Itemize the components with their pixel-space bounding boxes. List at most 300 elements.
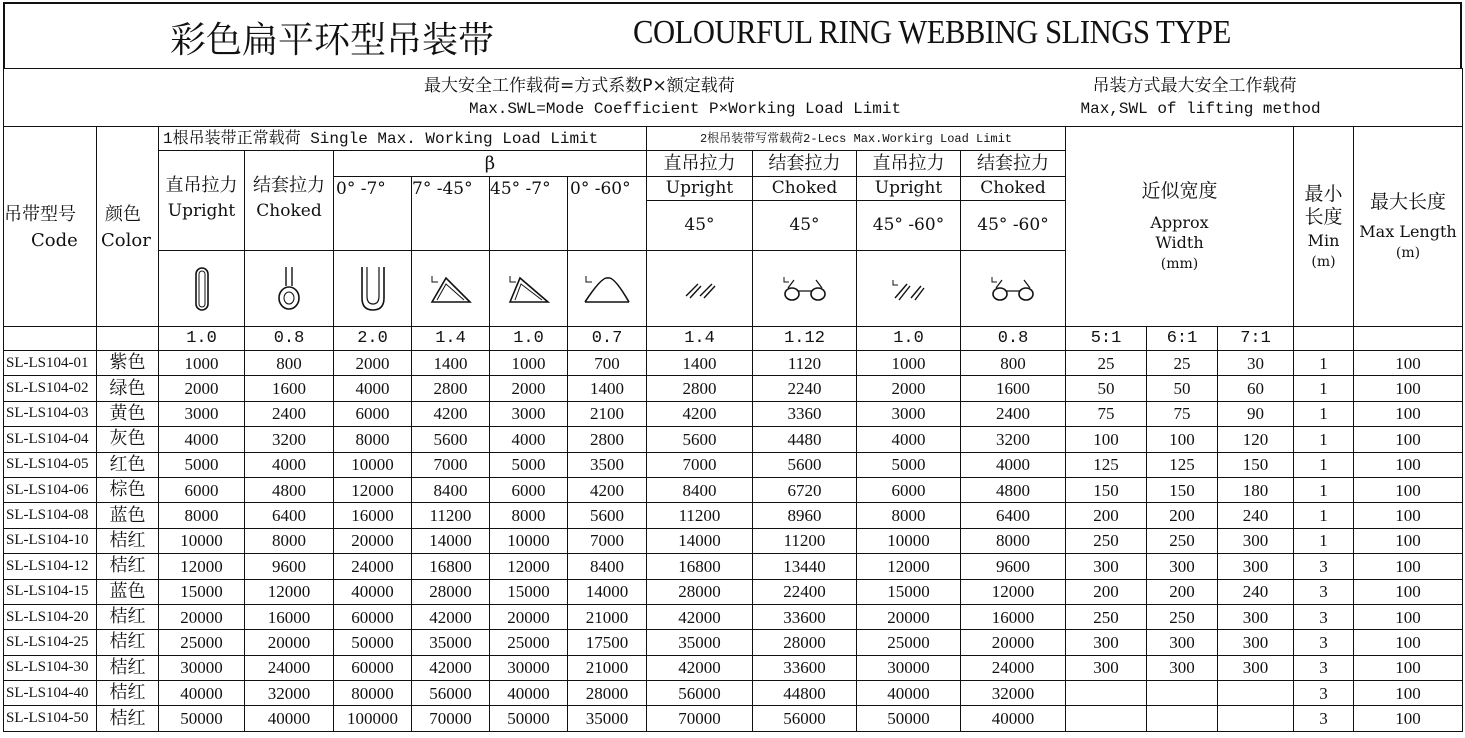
code-cell: SL-LS104-30 (4, 655, 97, 680)
value-cell: 5000 (857, 452, 961, 477)
value-cell: 70000 (412, 706, 490, 731)
table-row (4, 477, 1463, 502)
value-cell: 32000 (245, 681, 334, 706)
value-cell: 240 (1218, 503, 1294, 528)
choked-header-en: Choked (256, 201, 322, 221)
value-cell: 4200 (568, 477, 647, 502)
value-cell: 35000 (568, 706, 647, 731)
coefficient-cell: 1.4 (412, 327, 490, 351)
value-cell: 4800 (245, 477, 334, 502)
value-cell: 3500 (568, 452, 647, 477)
choked-header (245, 151, 334, 251)
table-row (4, 706, 1463, 731)
value-cell: 20000 (857, 604, 961, 629)
code-cell: SL-LS104-05 (4, 452, 97, 477)
table-row (4, 351, 1463, 376)
value-cell: 3200 (961, 427, 1066, 452)
two-leg-choked-icon (780, 274, 830, 304)
value-cell: 100 (1354, 477, 1463, 502)
value-cell: 180 (1218, 477, 1294, 502)
value-cell: 1600 (961, 376, 1066, 401)
sling-spec-table (3, 68, 1463, 732)
value-cell: 300 (1066, 630, 1147, 655)
value-cell: 20000 (490, 604, 568, 629)
angled-basket-icon (428, 272, 474, 306)
value-cell: 300 (1218, 655, 1294, 680)
two-leg-upright-icon (682, 278, 718, 300)
beta-header: β (334, 151, 647, 177)
value-cell: 10000 (159, 528, 245, 553)
table-row (4, 503, 1463, 528)
value-cell: 42000 (647, 604, 753, 629)
value-cell: 60 (1218, 376, 1294, 401)
blank-cell (1294, 327, 1354, 351)
ratio-cell: 6:1 (1147, 327, 1218, 351)
value-cell: 3 (1294, 706, 1354, 731)
color-cell: 红色 (97, 452, 159, 477)
value-cell: 1 (1294, 376, 1354, 401)
choked-sling-icon (274, 264, 304, 314)
value-cell: 700 (568, 351, 647, 376)
max-header-cn: 最大长度 (1369, 191, 1446, 213)
two-choked-header-cn: 结套拉力 (753, 151, 857, 177)
blank-cell (4, 327, 97, 351)
icon-cell (753, 251, 857, 327)
table-row (4, 401, 1463, 426)
value-cell: 80000 (334, 681, 412, 706)
color-cell: 蓝色 (97, 503, 159, 528)
upright-header-cn: 直吊拉力 (165, 175, 238, 196)
code-cell: SL-LS104-15 (4, 579, 97, 604)
value-cell: 4800 (961, 477, 1066, 502)
coefficient-cell: 1.4 (647, 327, 753, 351)
color-cell: 黄色 (97, 401, 159, 426)
two-upright-header-en: Upright (647, 177, 753, 201)
code-cell: SL-LS104-03 (4, 401, 97, 426)
value-cell: 3 (1294, 630, 1354, 655)
value-cell: 44800 (753, 681, 857, 706)
value-cell: 6000 (490, 477, 568, 502)
value-cell: 22400 (753, 579, 857, 604)
value-cell: 125 (1147, 452, 1218, 477)
value-cell: 2000 (334, 351, 412, 376)
value-cell: 5600 (412, 427, 490, 452)
upright-header-en: Upright (167, 201, 236, 221)
table-row (4, 630, 1463, 655)
value-cell: 25000 (159, 630, 245, 655)
value-cell: 150 (1218, 452, 1294, 477)
value-cell: 16000 (245, 604, 334, 629)
code-cell: SL-LS104-08 (4, 503, 97, 528)
value-cell: 1 (1294, 401, 1354, 426)
value-cell: 40000 (159, 681, 245, 706)
color-header-en: Color (101, 230, 151, 251)
value-cell: 250 (1066, 528, 1147, 553)
coefficient-cell: 0.8 (245, 327, 334, 351)
value-cell: 9600 (245, 554, 334, 579)
width-header-en2: Width (1155, 233, 1204, 252)
value-cell: 2000 (159, 376, 245, 401)
method-en: Max,SWL of lifting method (1080, 100, 1321, 118)
value-cell: 300 (1218, 528, 1294, 553)
value-cell: 300 (1066, 554, 1147, 579)
value-cell: 2800 (647, 376, 753, 401)
value-cell: 300 (1147, 630, 1218, 655)
width-header (1066, 127, 1294, 327)
color-header-cn: 颜色 (105, 204, 141, 225)
value-cell: 2400 (245, 401, 334, 426)
value-cell: 9600 (961, 554, 1066, 579)
value-cell: 12000 (490, 554, 568, 579)
value-cell: 1 (1294, 427, 1354, 452)
color-cell: 棕色 (97, 477, 159, 502)
value-cell: 30 (1218, 351, 1294, 376)
value-cell: 12000 (159, 554, 245, 579)
two-upright-header-cn: 直吊拉力 (647, 151, 753, 177)
two-leg-choked-icon (988, 274, 1038, 304)
value-cell: 7000 (412, 452, 490, 477)
two-angle-header-1: 45° (647, 201, 753, 251)
color-cell: 桔红 (97, 554, 159, 579)
value-cell: 100 (1354, 528, 1463, 553)
value-cell: 20000 (245, 630, 334, 655)
value-cell: 4200 (412, 401, 490, 426)
code-header-cn: 吊带型号 (4, 204, 76, 225)
width-header-unit: (mm) (1160, 256, 1199, 272)
value-cell: 50000 (159, 706, 245, 731)
value-cell: 2400 (961, 401, 1066, 426)
value-cell: 3000 (159, 401, 245, 426)
value-cell: 150 (1066, 477, 1147, 502)
value-cell: 100 (1354, 579, 1463, 604)
value-cell: 16000 (961, 604, 1066, 629)
value-cell: 100 (1354, 655, 1463, 680)
value-cell: 20000 (961, 630, 1066, 655)
value-cell: 3 (1294, 681, 1354, 706)
value-cell: 5000 (490, 452, 568, 477)
value-cell: 1 (1294, 503, 1354, 528)
icon-cell (490, 251, 568, 327)
two-choked-header-cn-b: 结套拉力 (961, 151, 1066, 177)
value-cell: 13440 (753, 554, 857, 579)
value-cell: 2000 (857, 376, 961, 401)
value-cell: 56000 (647, 681, 753, 706)
max-header-unit: (m) (1395, 245, 1421, 261)
value-cell: 300 (1218, 554, 1294, 579)
value-cell: 50000 (490, 706, 568, 731)
blank-cell (97, 327, 159, 351)
value-cell: 10000 (334, 452, 412, 477)
value-cell (1147, 706, 1218, 731)
value-cell: 200 (1147, 579, 1218, 604)
table-row (4, 427, 1463, 452)
table-row (4, 452, 1463, 477)
value-cell: 1 (1294, 528, 1354, 553)
min-length-header (1294, 127, 1354, 327)
value-cell: 6000 (334, 401, 412, 426)
max-length-header (1354, 127, 1463, 327)
code-cell: SL-LS104-50 (4, 706, 97, 731)
value-cell: 1000 (857, 351, 961, 376)
table-row (4, 655, 1463, 680)
value-cell: 8000 (490, 503, 568, 528)
value-cell: 10000 (490, 528, 568, 553)
value-cell: 100 (1354, 376, 1463, 401)
value-cell: 100000 (334, 706, 412, 731)
value-cell: 100 (1354, 604, 1463, 629)
value-cell: 75 (1147, 401, 1218, 426)
value-cell: 240 (1218, 579, 1294, 604)
table-row (4, 604, 1463, 629)
single-wll-header: 1根吊装带正常载荷 Single Max. Working Load Limit (159, 127, 647, 151)
icon-cell (857, 251, 961, 327)
icon-cell (568, 251, 647, 327)
value-cell: 800 (961, 351, 1066, 376)
title-english: COLOURFUL RING WEBBING SLINGS TYPE (633, 14, 1231, 51)
color-cell: 桔红 (97, 655, 159, 680)
value-cell: 4200 (647, 401, 753, 426)
value-cell: 50 (1147, 376, 1218, 401)
two-choked-header-en-b: Choked (961, 177, 1066, 201)
value-cell: 800 (245, 351, 334, 376)
code-cell: SL-LS104-06 (4, 477, 97, 502)
value-cell: 100 (1354, 351, 1463, 376)
value-cell: 12000 (857, 554, 961, 579)
width-header-cn: 近似宽度 (1141, 180, 1218, 202)
title-chinese: 彩色扁平环型吊装带 (170, 20, 495, 61)
upright-header (159, 151, 245, 251)
value-cell: 42000 (412, 655, 490, 680)
value-cell: 8000 (245, 528, 334, 553)
value-cell: 4000 (245, 452, 334, 477)
value-cell: 50000 (334, 630, 412, 655)
basket-sling-icon (356, 264, 390, 314)
value-cell: 100 (1354, 681, 1463, 706)
value-cell: 100 (1354, 427, 1463, 452)
value-cell: 2240 (753, 376, 857, 401)
value-cell: 7000 (568, 528, 647, 553)
two-upright-header-cn-b: 直吊拉力 (857, 151, 961, 177)
value-cell: 35000 (647, 630, 753, 655)
value-cell: 15000 (857, 579, 961, 604)
icon-cell (412, 251, 490, 327)
value-cell: 25 (1066, 351, 1147, 376)
coefficient-cell: 1.0 (490, 327, 568, 351)
value-cell: 1400 (412, 351, 490, 376)
value-cell: 17500 (568, 630, 647, 655)
value-cell: 6720 (753, 477, 857, 502)
coefficient-cell: 2.0 (334, 327, 412, 351)
color-cell: 桔红 (97, 630, 159, 655)
ratio-cell: 7:1 (1218, 327, 1294, 351)
value-cell (1147, 681, 1218, 706)
value-cell: 200 (1147, 503, 1218, 528)
value-cell: 56000 (753, 706, 857, 731)
value-cell: 56000 (412, 681, 490, 706)
value-cell: 11200 (647, 503, 753, 528)
value-cell: 120 (1218, 427, 1294, 452)
value-cell: 35000 (412, 630, 490, 655)
min-header-en: Min (1307, 230, 1340, 250)
color-header (97, 127, 159, 327)
coefficient-cell: 1.0 (857, 327, 961, 351)
value-cell: 2100 (568, 401, 647, 426)
value-cell: 1 (1294, 477, 1354, 502)
value-cell: 5600 (753, 452, 857, 477)
color-cell: 桔红 (97, 706, 159, 731)
value-cell: 5600 (568, 503, 647, 528)
value-cell: 50000 (857, 706, 961, 731)
value-cell: 6000 (857, 477, 961, 502)
color-cell: 桔红 (97, 681, 159, 706)
value-cell: 100 (1354, 452, 1463, 477)
value-cell: 8400 (568, 554, 647, 579)
value-cell: 42000 (412, 604, 490, 629)
value-cell: 3 (1294, 604, 1354, 629)
choked-header-cn: 结套拉力 (253, 175, 325, 196)
value-cell: 7000 (647, 452, 753, 477)
value-cell: 1400 (647, 351, 753, 376)
two-angle-header-4: 45° -60° (961, 201, 1066, 251)
value-cell: 250 (1066, 604, 1147, 629)
value-cell: 21000 (568, 655, 647, 680)
code-cell: SL-LS104-40 (4, 681, 97, 706)
value-cell: 8000 (857, 503, 961, 528)
value-cell: 28000 (753, 630, 857, 655)
two-leg-upright-icon (889, 276, 929, 302)
value-cell: 300 (1218, 630, 1294, 655)
code-cell: SL-LS104-02 (4, 376, 97, 401)
value-cell: 70000 (647, 706, 753, 731)
value-cell: 4000 (857, 427, 961, 452)
value-cell: 28000 (568, 681, 647, 706)
value-cell: 100 (1066, 427, 1147, 452)
angle-header-2: 7° -45° (412, 177, 490, 251)
value-cell: 28000 (647, 579, 753, 604)
value-cell: 4000 (159, 427, 245, 452)
value-cell: 6400 (961, 503, 1066, 528)
icon-cell (159, 251, 245, 327)
code-cell: SL-LS104-25 (4, 630, 97, 655)
value-cell: 1 (1294, 351, 1354, 376)
value-cell: 1000 (159, 351, 245, 376)
value-cell: 40000 (857, 681, 961, 706)
value-cell: 100 (1354, 503, 1463, 528)
table-row (4, 528, 1463, 553)
value-cell: 8400 (647, 477, 753, 502)
formula-en: Max.SWL=Mode Coefficient P×Working Load Limit (469, 100, 902, 118)
coefficient-cell: 0.7 (568, 327, 647, 351)
two-choked-header-en: Choked (753, 177, 857, 201)
code-cell: SL-LS104-10 (4, 528, 97, 553)
value-cell: 33600 (753, 604, 857, 629)
value-cell: 6400 (245, 503, 334, 528)
value-cell: 15000 (490, 579, 568, 604)
value-cell (1066, 681, 1147, 706)
value-cell: 25000 (490, 630, 568, 655)
two-upright-header-en-b: Upright (857, 177, 961, 201)
value-cell: 10000 (857, 528, 961, 553)
value-cell: 1400 (568, 376, 647, 401)
value-cell: 100 (1354, 630, 1463, 655)
value-cell: 25 (1147, 351, 1218, 376)
value-cell: 8000 (334, 427, 412, 452)
icon-cell (245, 251, 334, 327)
value-cell: 100 (1147, 427, 1218, 452)
title-bar (3, 2, 1462, 68)
value-cell: 3 (1294, 655, 1354, 680)
value-cell: 8000 (159, 503, 245, 528)
code-header (4, 127, 97, 327)
value-cell: 300 (1066, 655, 1147, 680)
code-cell: SL-LS104-01 (4, 351, 97, 376)
color-cell: 绿色 (97, 376, 159, 401)
angle-header-3: 45° -7° (490, 177, 568, 251)
value-cell: 42000 (647, 655, 753, 680)
value-cell: 6000 (159, 477, 245, 502)
two-angle-header-2: 45° (753, 201, 857, 251)
value-cell: 3360 (753, 401, 857, 426)
table-row (4, 579, 1463, 604)
value-cell: 300 (1147, 554, 1218, 579)
value-cell: 3200 (245, 427, 334, 452)
value-cell: 4000 (490, 427, 568, 452)
value-cell: 8000 (961, 528, 1066, 553)
value-cell: 75 (1066, 401, 1147, 426)
triangle-basket-icon (582, 272, 632, 306)
value-cell: 24000 (961, 655, 1066, 680)
value-cell: 24000 (334, 554, 412, 579)
value-cell: 16800 (412, 554, 490, 579)
value-cell: 150 (1147, 477, 1218, 502)
coefficient-row (4, 327, 1463, 351)
color-cell: 蓝色 (97, 579, 159, 604)
blank-cell (1354, 327, 1463, 351)
color-cell: 桔红 (97, 528, 159, 553)
value-cell: 20000 (159, 604, 245, 629)
value-cell: 12000 (245, 579, 334, 604)
value-cell: 28000 (412, 579, 490, 604)
value-cell: 25000 (857, 630, 961, 655)
value-cell: 90 (1218, 401, 1294, 426)
icon-cell (647, 251, 753, 327)
value-cell: 14000 (568, 579, 647, 604)
value-cell: 30000 (857, 655, 961, 680)
value-cell: 40000 (334, 579, 412, 604)
icon-cell (961, 251, 1066, 327)
value-cell: 300 (1218, 604, 1294, 629)
value-cell: 1600 (245, 376, 334, 401)
value-cell: 300 (1147, 655, 1218, 680)
code-header-en: Code (31, 230, 78, 251)
value-cell: 14000 (647, 528, 753, 553)
icon-cell (334, 251, 412, 327)
value-cell: 15000 (159, 579, 245, 604)
formula-cell (4, 69, 1066, 127)
value-cell: 40000 (490, 681, 568, 706)
value-cell: 250 (1147, 604, 1218, 629)
table-row (4, 681, 1463, 706)
color-cell: 桔红 (97, 604, 159, 629)
value-cell: 8400 (412, 477, 490, 502)
value-cell (1066, 706, 1147, 731)
value-cell: 60000 (334, 655, 412, 680)
min-header-unit: (m) (1311, 253, 1336, 270)
value-cell: 11200 (412, 503, 490, 528)
formula-cn: 最大安全工作载荷=方式系数P×额定载荷 (424, 76, 735, 96)
two-angle-header-3: 45° -60° (857, 201, 961, 251)
value-cell: 30000 (159, 655, 245, 680)
